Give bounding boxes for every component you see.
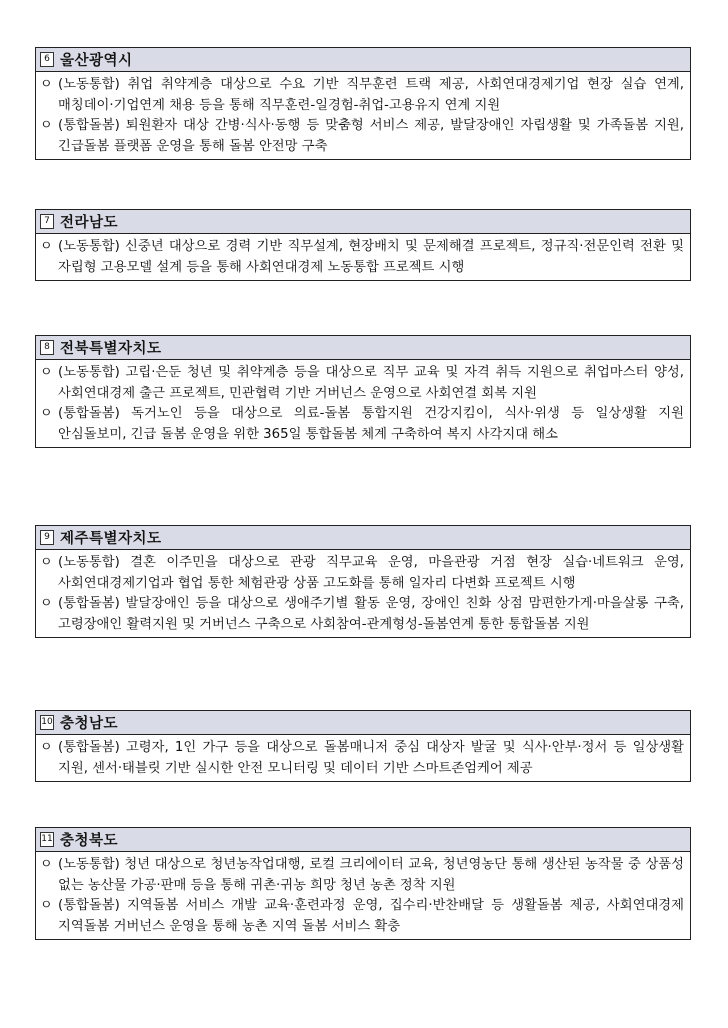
bullet-icon: ㅇ xyxy=(40,596,53,611)
list-item xyxy=(40,855,684,896)
item-text: (노동통합) 취업 취약계층 대상으로 수요 기반 직무훈련 트랙 제공, 사회연대경제기업 현장 실습 연계, 매칭데이·기업연계 채용 등을 통해 직무훈련-일경험-취업-고용유지 연계 지원 xyxy=(58,77,684,113)
section-title: 충청남도 xyxy=(60,716,119,732)
section-jeju xyxy=(35,525,691,638)
section-number: 9 xyxy=(40,530,54,545)
list-item xyxy=(40,404,684,445)
section-body xyxy=(36,550,690,637)
bullet-icon: ㅇ xyxy=(40,77,53,92)
item-text: (통합돌봄) 지역돌봄 서비스 개발 교육·훈련과정 운영, 집수리·반찬배달 등 생활돌봄 제공, 사회연대경제 지역돌봄 거버넌스 운영을 통해 농촌 지역 돌봄 서비스 확충 xyxy=(58,898,684,934)
list-item xyxy=(40,738,684,779)
item-text: (통합돌봄) 퇴원환자 대상 간병·식사·동행 등 맞춤형 서비스 제공, 발달장애인 자립생활 및 가족돌봄 지원, 긴급돌봄 플랫폼 운영을 통해 돌봄 안전망 구축 xyxy=(58,118,684,154)
bullet-icon: ㅇ xyxy=(40,898,53,913)
item-text: (노동통합) 청년 대상으로 청년농작업대행, 로컬 크리에이터 교육, 청년영농단 통해 생산된 농작물 중 상품성 없는 농산물 가공·판매 등을 통해 귀촌·귀농 희망 청년 농촌 정착 지원 xyxy=(58,857,684,893)
section-number: 6 xyxy=(40,52,54,67)
item-text: (노동통합) 신중년 대상으로 경력 기반 직무설계, 현장배치 및 문제해결 프로젝트, 정규직·전문인력 전환 및 자립형 고용모델 설계 등을 통해 사회연대경제 노동통합 프로젝트 시행 xyxy=(58,239,684,275)
item-text: (통합돌봄) 독거노인 등을 대상으로 의료-돌봄 통합지원 건강지킴이, 식사·위생 등 일상생활 지원 안심돌보미, 긴급 돌봄 운영을 위한 365일 통합돌봄 체계 구축하여 복지 사각지대 해소 xyxy=(58,406,684,442)
list-item xyxy=(40,116,684,157)
section-number: 11 xyxy=(40,832,54,847)
section-body xyxy=(36,852,690,939)
section-number: 8 xyxy=(40,340,54,355)
section-header xyxy=(36,711,690,735)
section-title: 전북특별자치도 xyxy=(60,341,162,357)
list-item xyxy=(40,363,684,404)
section-body xyxy=(36,735,690,781)
section-chungnam xyxy=(35,710,691,782)
section-chungbuk xyxy=(35,827,691,940)
bullet-icon: ㅇ xyxy=(40,857,53,872)
section-number: 10 xyxy=(40,715,54,730)
bullet-icon: ㅇ xyxy=(40,239,53,254)
section-number: 7 xyxy=(40,214,54,229)
bullet-icon: ㅇ xyxy=(40,118,53,133)
section-header xyxy=(36,336,690,360)
bullet-icon: ㅇ xyxy=(40,406,53,421)
list-item xyxy=(40,594,684,635)
section-title: 충청북도 xyxy=(60,833,119,849)
section-title: 울산광역시 xyxy=(60,53,133,69)
section-header xyxy=(36,210,690,234)
list-item xyxy=(40,237,684,278)
section-header xyxy=(36,526,690,550)
section-title: 제주특별자치도 xyxy=(60,531,162,547)
section-body xyxy=(36,234,690,280)
item-text: (통합돌봄) 발달장애인 등을 대상으로 생애주기별 활동 운영, 장애인 친화 상점 맘편한가게·마을살롱 구축, 고령장애인 활력지원 및 거버넌스 구축으로 사회참여-관계형성-돌봄연계 통한 통합돌봄 지원 xyxy=(58,596,684,632)
section-jeonnam xyxy=(35,209,691,281)
list-item xyxy=(40,75,684,116)
bullet-icon: ㅇ xyxy=(40,365,53,380)
section-body xyxy=(36,360,690,447)
item-text: (노동통합) 결혼 이주민을 대상으로 관광 직무교육 운영, 마을관광 거점 현장 실습·네트워크 운영, 사회연대경제기업과 협업 통한 체험관광 상품 고도화를 통해 일자리 다변화 프로젝트 시행 xyxy=(58,555,684,591)
bullet-icon: ㅇ xyxy=(40,740,53,755)
section-header xyxy=(36,48,690,72)
list-item xyxy=(40,553,684,594)
section-jeonbuk xyxy=(35,335,691,448)
item-text: (노동통합) 고립·은둔 청년 및 취약계층 등을 대상으로 직무 교육 및 자격 취득 지원으로 취업마스터 양성, 사회연대경제 출근 프로젝트, 민관협력 기반 거버넌스 운영으로 사회연결 회복 지원 xyxy=(58,365,684,401)
section-body xyxy=(36,72,690,159)
section-title: 전라남도 xyxy=(60,215,119,231)
section-ulsan xyxy=(35,47,691,160)
section-header xyxy=(36,828,690,852)
item-text: (통합돌봄) 고령자, 1인 가구 등을 대상으로 돌봄매니저 중심 대상자 발굴 및 식사·안부·정서 등 일상생활 지원, 센서·태블릿 기반 실시한 안전 모니터링 및 데이터 기반 스마트존엄케어 제공 xyxy=(58,740,684,776)
bullet-icon: ㅇ xyxy=(40,555,53,570)
list-item xyxy=(40,896,684,937)
